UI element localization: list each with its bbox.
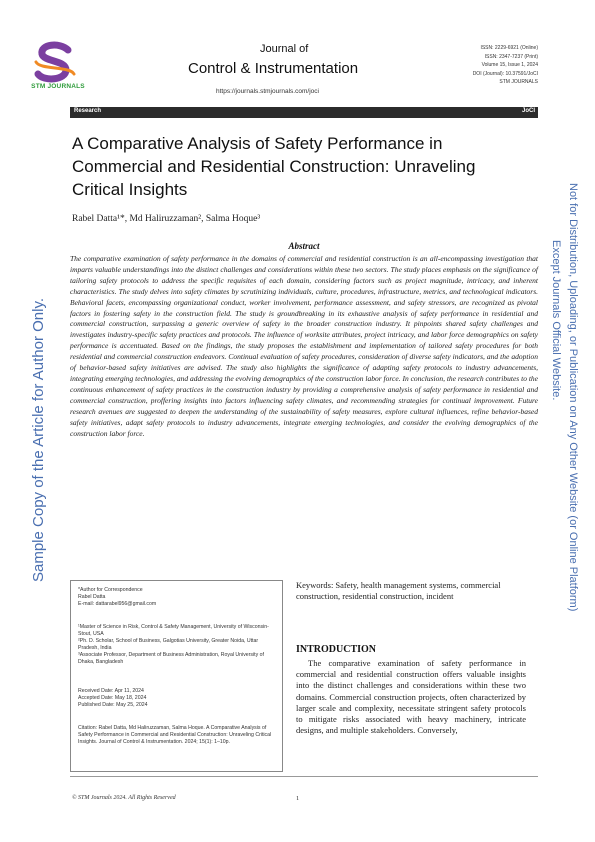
copyright-text: © STM Journals 2024. All Rights Reserved <box>72 795 176 801</box>
watermark-right-1: Not for Distribution, Uploading, or Publication on Any Other Website (or Online Platform) <box>567 183 579 612</box>
issn-line: Volume 15, Issue 1, 2024 <box>481 62 538 68</box>
issn-line: ISSN: 2229-6921 (Online) <box>480 45 538 51</box>
affiliations: ¹Master of Science in Risk, Control & Safety Management, University of Wisconsin-Stout, USA ²Ph. D. Scholar, School of Business, Galgotias University, Greater Noida, Uttar Pradesh, India ³Associate Professor, Department of Business Administration, Royal University of Dhaka, Bangladesh <box>78 624 269 665</box>
logo-text: STM JOURNALS <box>31 83 85 90</box>
watermark-right-2: Except Journals Official Website. <box>550 240 562 401</box>
author-list: Rabel Datta¹*, Md Haliruzzaman², Salma Hoque³ <box>72 214 261 224</box>
watermark-left: Sample Copy of the Article for Author Only. <box>30 297 47 582</box>
section-bar <box>70 107 538 118</box>
article-dates: Received Date: Apr 11, 2024 Accepted Date: May 18, 2024 Published Date: May 25, 2024 <box>78 688 148 708</box>
issn-line: DOI (Journal): 10.37591/JoCI <box>472 70 538 77</box>
abstract-heading: Abstract <box>288 241 320 251</box>
page-number: 1 <box>296 795 300 802</box>
keywords: Keywords: Safety, health management systems, commercial construction, residential construction, incident <box>296 580 501 601</box>
introduction-text: The comparative examination of safety performance in commercial and residential construction offers valuable insights into the distinct challenges and considerations within these two domains. Commercial construction projects, often characterized by larger scale and complexity, necessitate stringent safety protocols to mitigate risks associated with heavy machinery, intricate designs, and multiple stakeholders. Conversely, <box>296 658 526 736</box>
issn-line: ISSN: 2347-7237 (Print) <box>484 53 538 60</box>
issn-block <box>458 44 538 87</box>
journal-url-link[interactable]: https://journals.stmjournals.com/joci <box>216 88 319 95</box>
journal-name-line2: Control & Instrumentation <box>188 60 359 77</box>
issn-line: STM JOURNALS <box>499 79 538 85</box>
stm-logo-icon <box>30 40 80 84</box>
citation-text: Citation: Rabel Datta, Md Haliruzzaman, Salma Hoque. A Comparative Analysis of Safety Performance in Commercial and Residential Construction: Unraveling Critical Insights. Journal of Control & Instrumentation. 2024; 15(1): 1–10p. <box>78 725 272 745</box>
journal-abbrev-label: JoCI <box>521 108 535 114</box>
abstract-text: The comparative examination of safety performance in the domains of commercial and residential construction is an all-encompassing investigation that imparts valuable understandings into the distinct challenges and considerations within these two sectors. The study places emphasis on the significance of tailoring safety protocols to address the specific requisites of each domain, considering factors such as project magnitude, intricacy, and inherent characteristics. The study delves into safety climates by scrutinizing individuals, culture, procedures, infrastructure, metrics, and technological indicators. Behavioral facets, encompassing organizational conduct, worker involvement, performance assessment, and safety stressors, are recognized as pivotal factors in fostering safety in the construction field. The study is groundbreaking in its exhaustive analysis of safety performance in residential and commercial construction, surpassing a generic overview of safety in the broader construction industry. It pinpoints shared safety challenges and investigates industry-specific safety practices and protocols. The influence of worksite attributes, project intricacy, and labor force demographics on safety performance is accentuated. Based on the findings, the study proposes the establishment and implementation of tailored safety procedures for both residential and commercial construction endeavors. Continual evaluation of safety procedures, consideration of diverse safety indicators, and the adoption of behavior-based safety initiatives are advised. The study also highlights the significance of adapting safety protocols to industry advancements, integrating emerging technologies, and addressing the evolving demographics of the construction labor force. In conclusion, the research contributes to the continuous enhancement of safety practices in the construction industry by providing a comprehensive analysis of safety performance in residential and commercial construction, proffering insights into factors influencing safety climates, and recommending strategies for continual improvement. Future research avenues are suggested to deepen the understanding of the sustainability of safety measures, explore cultural influences, refine behavior-based safety initiatives, adapt safety protocols to industry advancements, integrate emerging technologies, and consider the evolving demographics of the construction labor force. <box>70 254 538 438</box>
correspondence-info: *Author for Correspondence Rabel Datta E-mail: dattarabel956@gmail.com <box>78 587 157 607</box>
journal-name-line1: Journal of <box>260 43 309 55</box>
introduction-heading: INTRODUCTION <box>296 644 377 655</box>
footer-divider <box>70 776 538 777</box>
article-title: A Comparative Analysis of Safety Performance in Commercial and Residential Construction: Unraveling Critical Insights <box>72 134 476 199</box>
article-type-label: Research <box>74 108 102 114</box>
